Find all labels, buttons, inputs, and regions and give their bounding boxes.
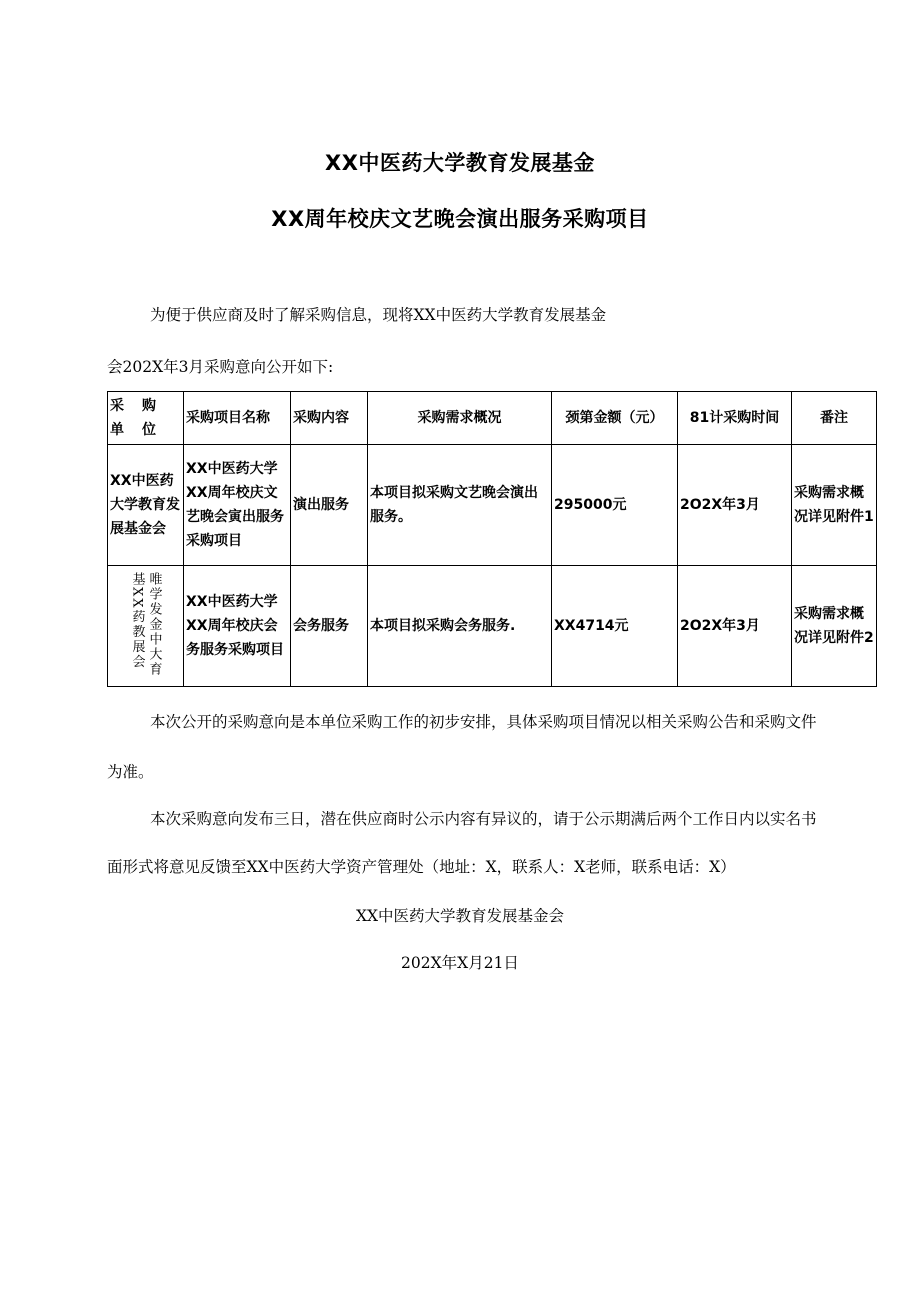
cell-project: XX中医药大学XX周年校庆会务服务采购项目	[184, 566, 291, 687]
cell-remark: 采购需求概况详见附件2	[792, 566, 877, 687]
cell-unit-vertical	[108, 566, 184, 687]
cell-budget: 295000元	[552, 445, 678, 566]
cell-time: 2O2X年3月	[678, 445, 792, 566]
table-row	[108, 445, 877, 566]
note-1-line-1: 本次公开的采购意向是本单位采购工作的初步安排，具体采购项目情况以相关采购公告和采购文件	[150, 713, 817, 731]
header-remark: 番注	[792, 392, 877, 445]
cell-content: 会务服务	[291, 566, 368, 687]
header-project: 采购项目名称	[184, 392, 291, 445]
header-requirement: 采购需求概况	[368, 392, 552, 445]
note-2-line-2: 面形式将意见反馈至XX中医药大学资产管理处（地址：X，联系人：X老师，联系电话：X）	[107, 858, 736, 876]
intro-line-2: 会202X年3月采购意向公开如下:	[107, 358, 334, 376]
table-header-row	[108, 392, 877, 445]
intro-line-1: 为便于供应商及时了解采购信息，现将XX中医药大学教育发展基金	[150, 306, 607, 324]
cell-project: XX中医药大学XX周年校庆文艺晚会寅出服务采购项目	[184, 445, 291, 566]
cell-time: 2O2X年3月	[678, 566, 792, 687]
header-unit: 采购单位	[108, 392, 184, 445]
header-content: 采购内容	[291, 392, 368, 445]
signature-organization: XX中医药大学教育发展基金会	[355, 907, 565, 925]
document-title: XX中医药大学教育发展基金	[325, 151, 595, 175]
document-subtitle: XX周年校庆文艺晚会演出服务采购项目	[271, 207, 649, 231]
cell-remark: 采购需求概况详见附件1	[792, 445, 877, 566]
note-1-line-2: 为准。	[107, 763, 154, 781]
note-2-line-1: 本次采购意向发布三日，潜在供应商时公示内容有异议的，请于公示期满后两个工作日内以实名书	[150, 810, 817, 828]
header-budget: 颈第金额（元）	[552, 392, 678, 445]
cell-unit: XX中医药大学教育发展基金会	[108, 445, 184, 566]
cell-requirement: 本项目拟采购会务服务.	[368, 566, 552, 687]
cell-requirement: 本项目拟采购文艺晚会演出服务。	[368, 445, 552, 566]
header-time: 81计采购时间	[678, 392, 792, 445]
table-row	[108, 566, 877, 687]
cell-content: 演出服务	[291, 445, 368, 566]
cell-budget: XX4714元	[552, 566, 678, 687]
procurement-table	[107, 391, 877, 687]
signature-date: 202X年X月21日	[401, 954, 519, 972]
vertical-unit-text: 唯学发金中大育基XX药教展会	[129, 572, 162, 677]
